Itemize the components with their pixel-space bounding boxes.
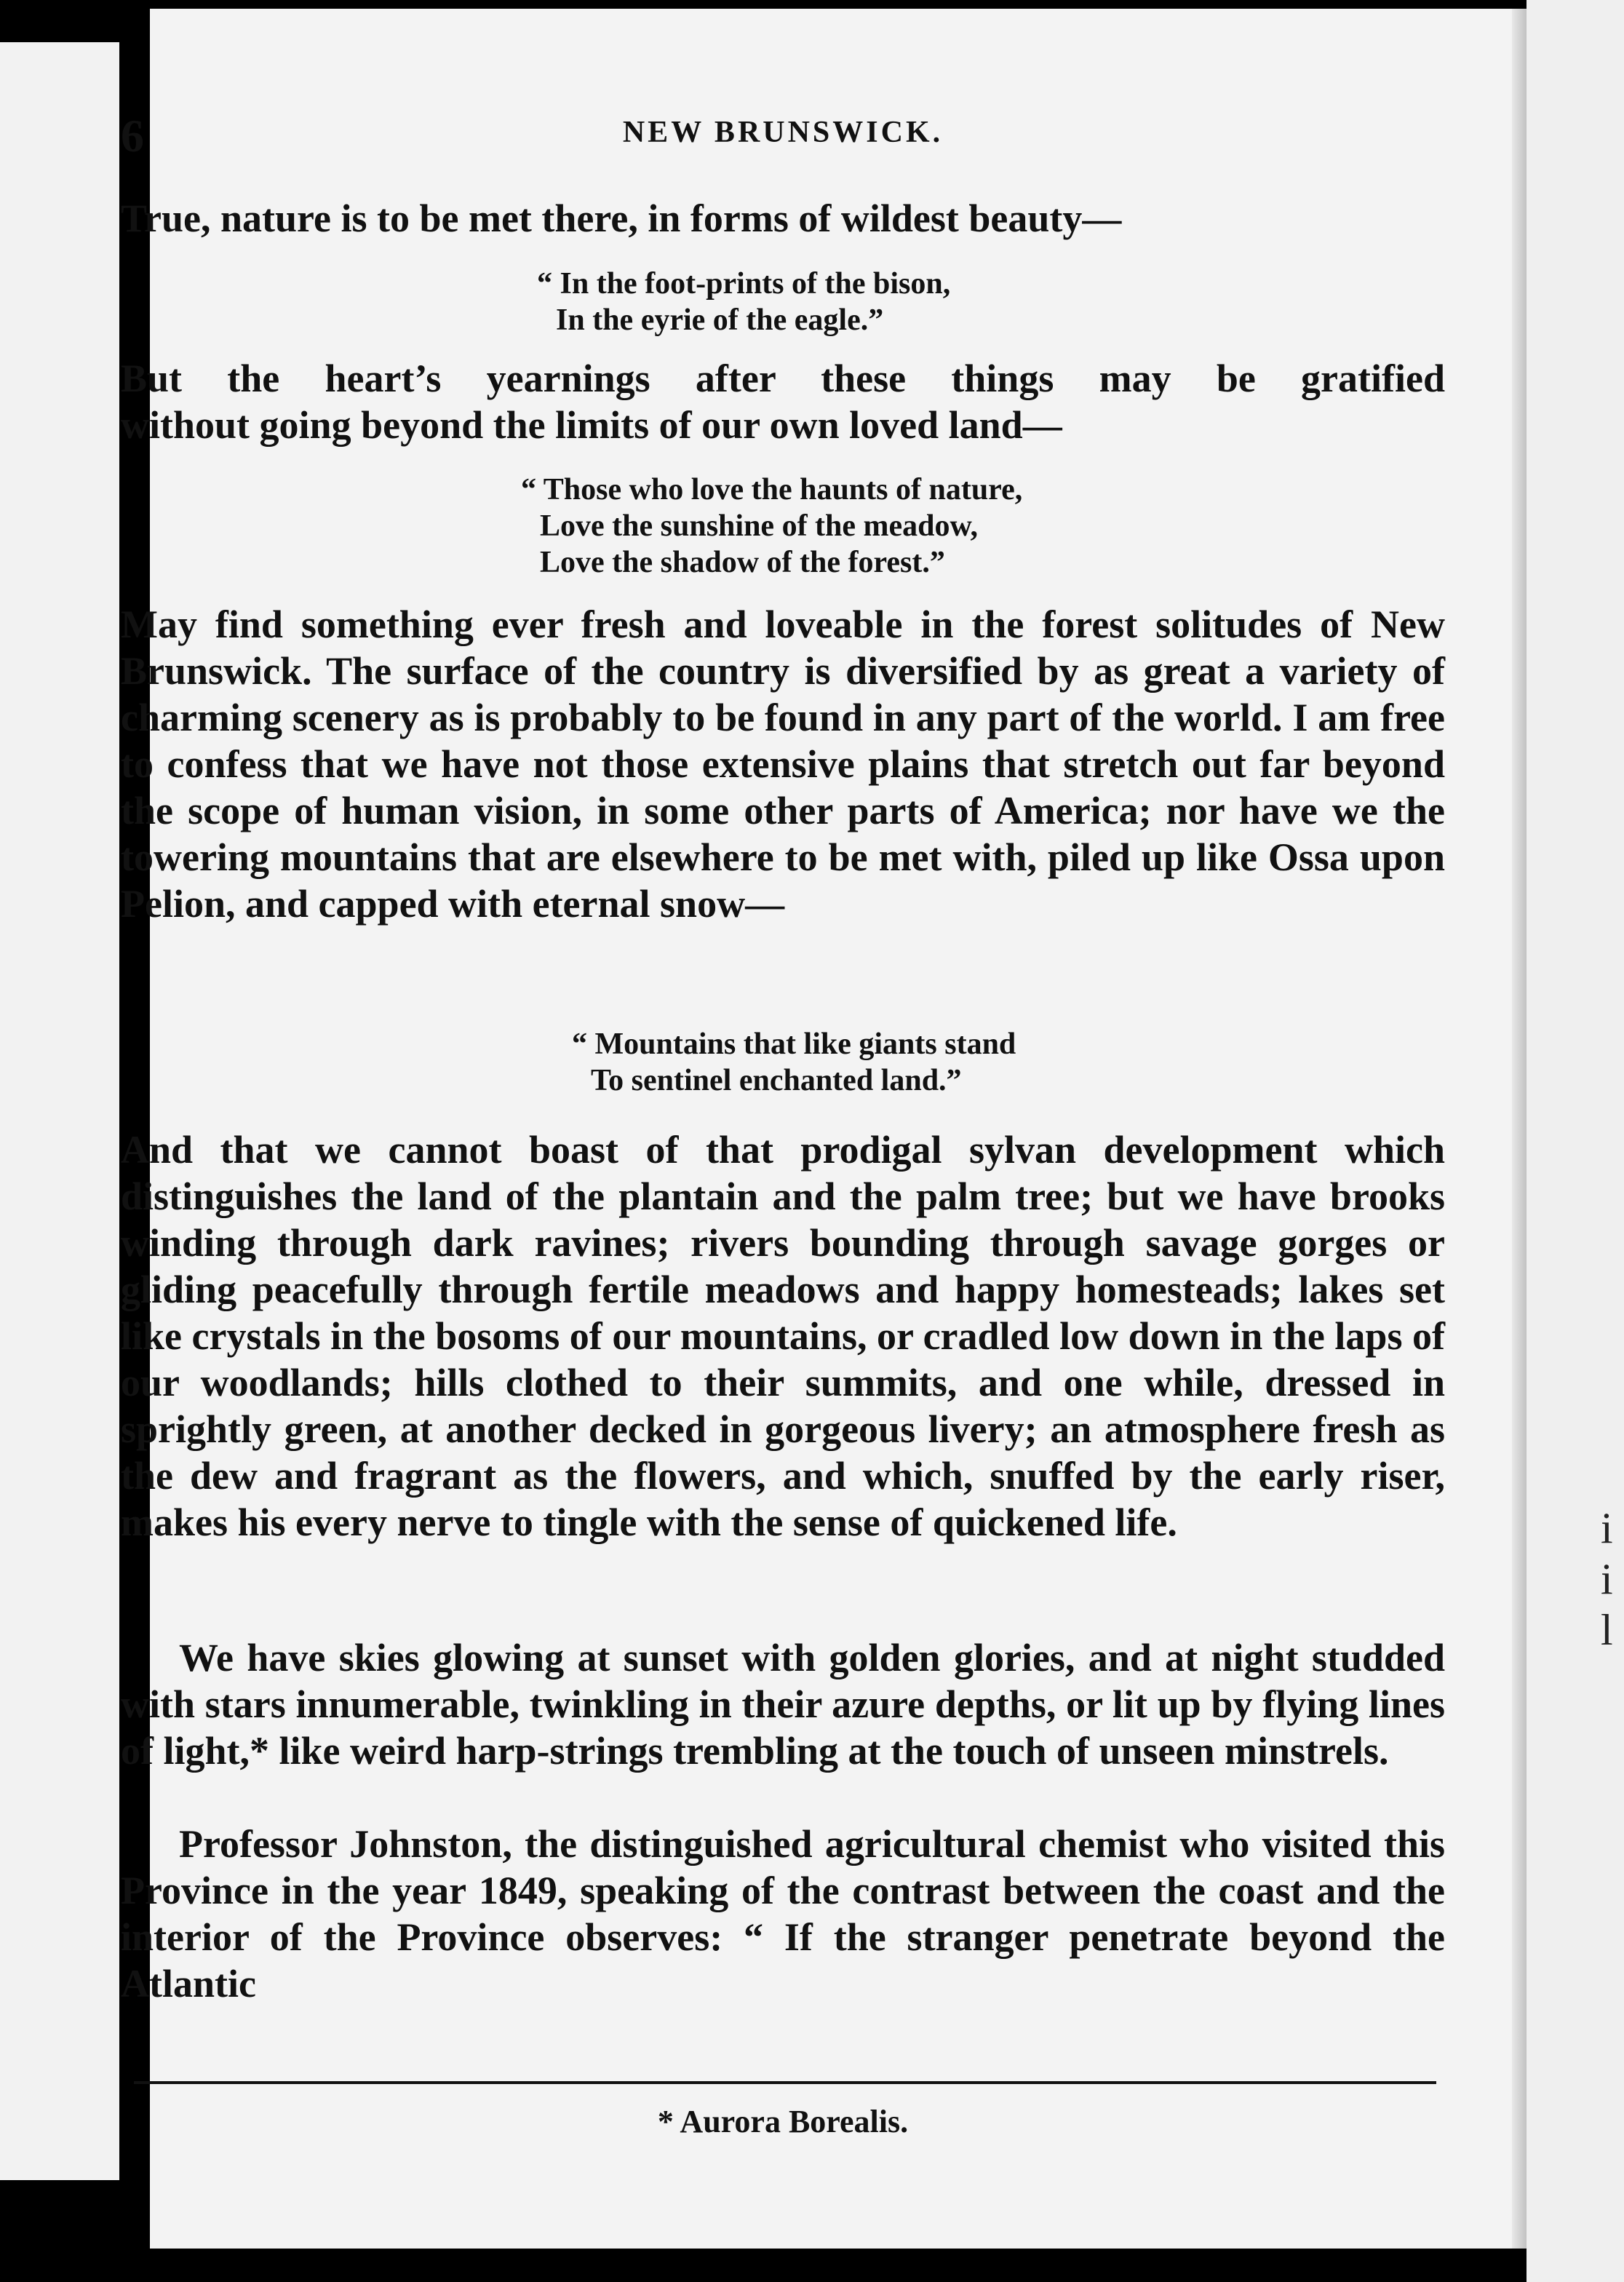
paragraph-text: True, nature is to be met there, in forms of wildest beauty— xyxy=(121,196,1122,240)
page-number: 6 xyxy=(121,110,144,162)
paragraph-6 xyxy=(121,1821,1445,2007)
paragraph-5 xyxy=(121,1634,1445,1774)
verse-2 xyxy=(121,472,1445,581)
verse-line: Love the shadow of the forest.” xyxy=(540,546,945,579)
verse-1 xyxy=(121,266,1445,338)
paragraph-4 xyxy=(121,1126,1445,1546)
bleed-letter: l xyxy=(1601,1606,1613,1654)
verse-line: “ Mountains that like giants stand xyxy=(572,1027,1016,1061)
paragraph-line: But the heart’s yearnings after these things may be gratified xyxy=(121,357,1445,400)
left-page-edge xyxy=(0,42,119,2180)
bleed-letter: i xyxy=(1601,1504,1613,1552)
footnote: * Aurora Borealis. xyxy=(657,2104,909,2139)
bleed-letter: i xyxy=(1601,1555,1613,1603)
paragraph-text: May find something ever fresh and loveable in the forest solitudes of New Brunswick. The surface of the country is diversified by as great a variety of charming scenery as is probably to be found in any part of the world. I am free to confess that we have not those extensive plains that stretch out far beyond the scope of human vision, in some other parts of America; nor have we the towering mountains that are elsewhere to be met with, piled up like Ossa upon Pelion, and capped with eternal snow— xyxy=(121,603,1445,926)
paragraph-2 xyxy=(121,355,1445,448)
verse-line: “ Those who love the haunts of nature, xyxy=(521,473,1023,506)
verse-line: “ In the foot-prints of the bison, xyxy=(537,267,951,301)
verse-line: Love the sunshine of the meadow, xyxy=(540,509,979,543)
paragraph-text: And that we cannot boast of that prodigal sylvan development which distinguishes the land of the plantain and the palm tree; but we have brooks winding through dark ravines; rivers bounding through savage gorges or gliding peacefully through fertile meadows and happy homesteads; lakes set like crystals in the bosoms of our mountains, or cradled low down in the laps of our woodlands; hills clothed to their summits, and one while, dressed in sprightly green, at another decked in gorgeous livery; an atmosphere fresh as the dew and fragrant as the flowers, and which, snuffed by the early riser, makes his every nerve to tingle with the sense of quickened life. xyxy=(121,1128,1445,1544)
verse-line: In the eyrie of the eagle.” xyxy=(556,303,884,337)
footnote-rule xyxy=(134,2081,1436,2084)
paragraph-1 xyxy=(121,195,1445,242)
right-page-edge xyxy=(1527,0,1624,2282)
paragraph-text: Professor Johnston, the distinguished agricultural chemist who visited this Province in the year 1849, speaking of the contrast between the coast and the interior of the Province observes: “ If the stranger penetrate beyond the Atlantic xyxy=(121,1822,1445,2005)
page-header xyxy=(121,109,1445,167)
paragraph-line: without going beyond the limits of our own loved land— xyxy=(121,403,1062,447)
paragraph-text: We have skies glowing at sunset with golden glories, and at night studded with stars innumerable, twinkling in their azure depths, or lit up by flying lines of light,* like weird harp-strings trembling at the touch of unseen minstrels. xyxy=(121,1636,1445,1773)
running-head: NEW BRUNSWICK. xyxy=(622,116,944,149)
verse-3 xyxy=(121,1026,1445,1099)
paragraph-3 xyxy=(121,601,1445,927)
verse-line: To sentinel enchanted land.” xyxy=(591,1064,962,1097)
